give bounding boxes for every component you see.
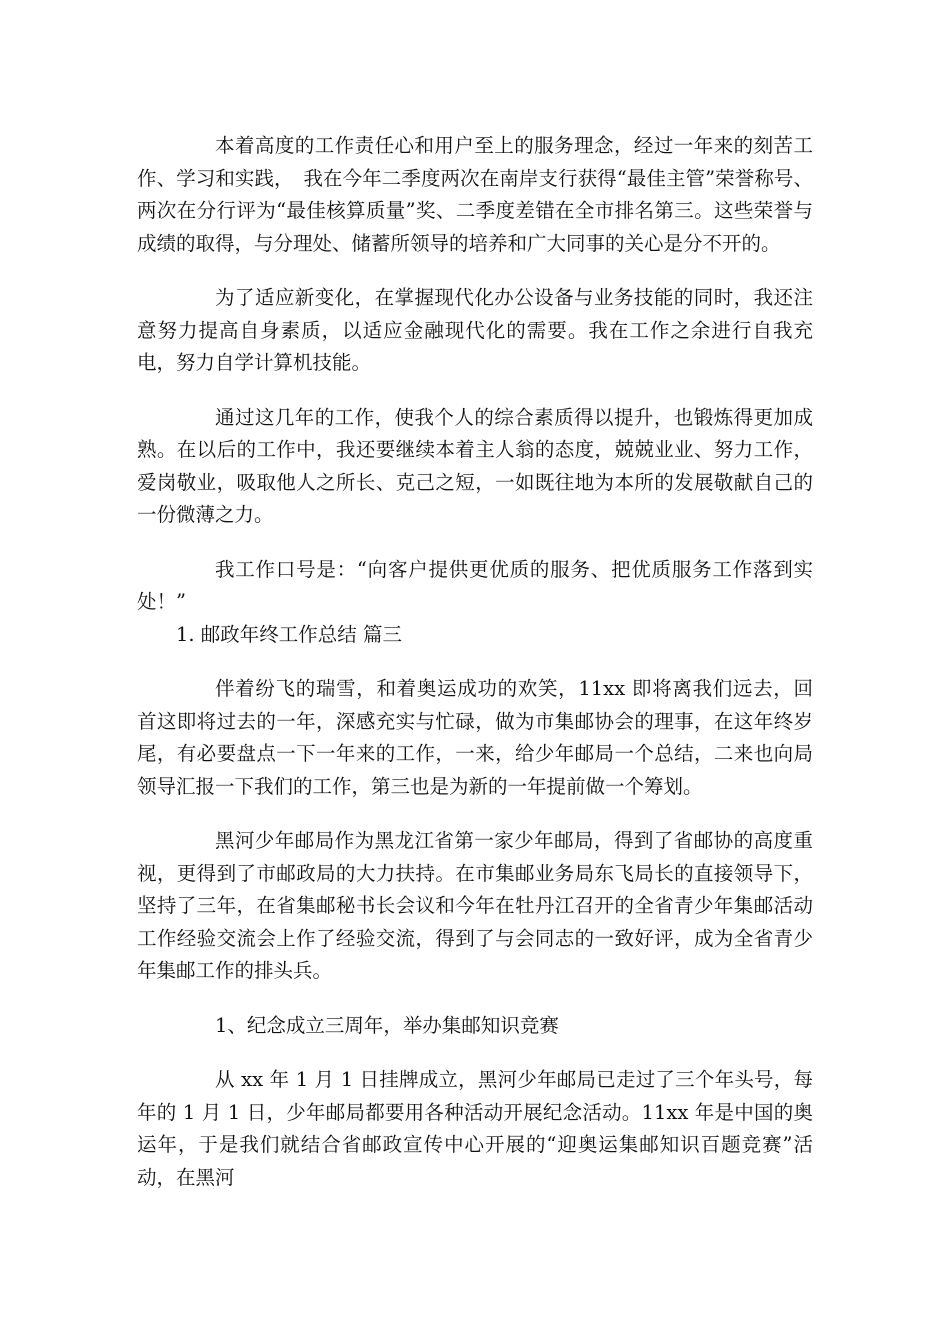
paragraph-7: 从 xx 年 1 月 1 日挂牌成立，黑河少年邮局已走过了三个年头号，每年的 1 月 1 日，少年邮局都要用各种活动开展纪念活动。11xx 年是中国的奥运年，于是我们就结合省邮政宣传中心开展的“迎奥运集邮知识百题竞赛”活动，在黑河 bbox=[137, 1068, 813, 1189]
paragraph-4: 我工作口号是：“向客户提供更优质的服务、把优质服务工作落到实处！” bbox=[137, 557, 813, 613]
subsection-heading: 1、纪念成立三周年，举办集邮知识竞赛 bbox=[215, 1013, 559, 1037]
paragraph-2: 为了适应新变化，在掌握现代化办公设备与业务技能的同时，我还注意努力提高自身素质，以适应金融现代化的需要。我在工作之余进行自我充电，努力自学计算机技能。 bbox=[137, 286, 813, 374]
paragraph-3: 通过这几年的工作，使我个人的综合素质得以提升，也锻炼得更加成熟。在以后的工作中，我还要继续本着主人翁的态度，兢兢业业、努力工作，爱岗敬业，吸取他人之所长、克己之短，一如既往地为本所的发展敬献自己的一份微薄之力。 bbox=[137, 405, 813, 526]
paragraph-5: 伴着纷飞的瑞雪，和着奥运成功的欢笑，11xx 即将离我们远去，回首这即将过去的一年，深感充实与忙碌，做为市集邮协会的理事，在这年终岁尾，有必要盘点一下一年来的工作，一来，给少年邮局一个总结，二来也向局领导汇报一下我们的工作，第三也是为新的一年提前做一个筹划。 bbox=[137, 677, 813, 798]
document-body bbox=[137, 130, 813, 1194]
paragraph-1: 本着高度的工作责任心和用户至上的服务理念，经过一年来的刻苦工作、学习和实践， 我在今年二季度两次在南岸支行获得“最佳主管”荣誉称号、两次在分行评为“最佳核算质量”奖、二季度差错在全市排名第三。这些荣誉与成绩的取得，与分理处、储蓄所领导的培养和广大同事的关心是分不开的。 bbox=[137, 134, 813, 255]
paragraph-6: 黑河少年邮局作为黑龙江省第一家少年邮局，得到了省邮协的高度重视，更得到了市邮政局的大力扶持。在市集邮业务局东飞局长的直接领导下，坚持了三年，在省集邮秘书长会议和今年在牡丹江召开的全省青少年集邮活动工作经验交流会上作了经验交流，得到了与会同志的一致好评，成为全省青少年集邮工作的排头兵。 bbox=[137, 829, 813, 982]
section-heading: 1. 邮政年终工作总结 篇三 bbox=[176, 622, 403, 646]
